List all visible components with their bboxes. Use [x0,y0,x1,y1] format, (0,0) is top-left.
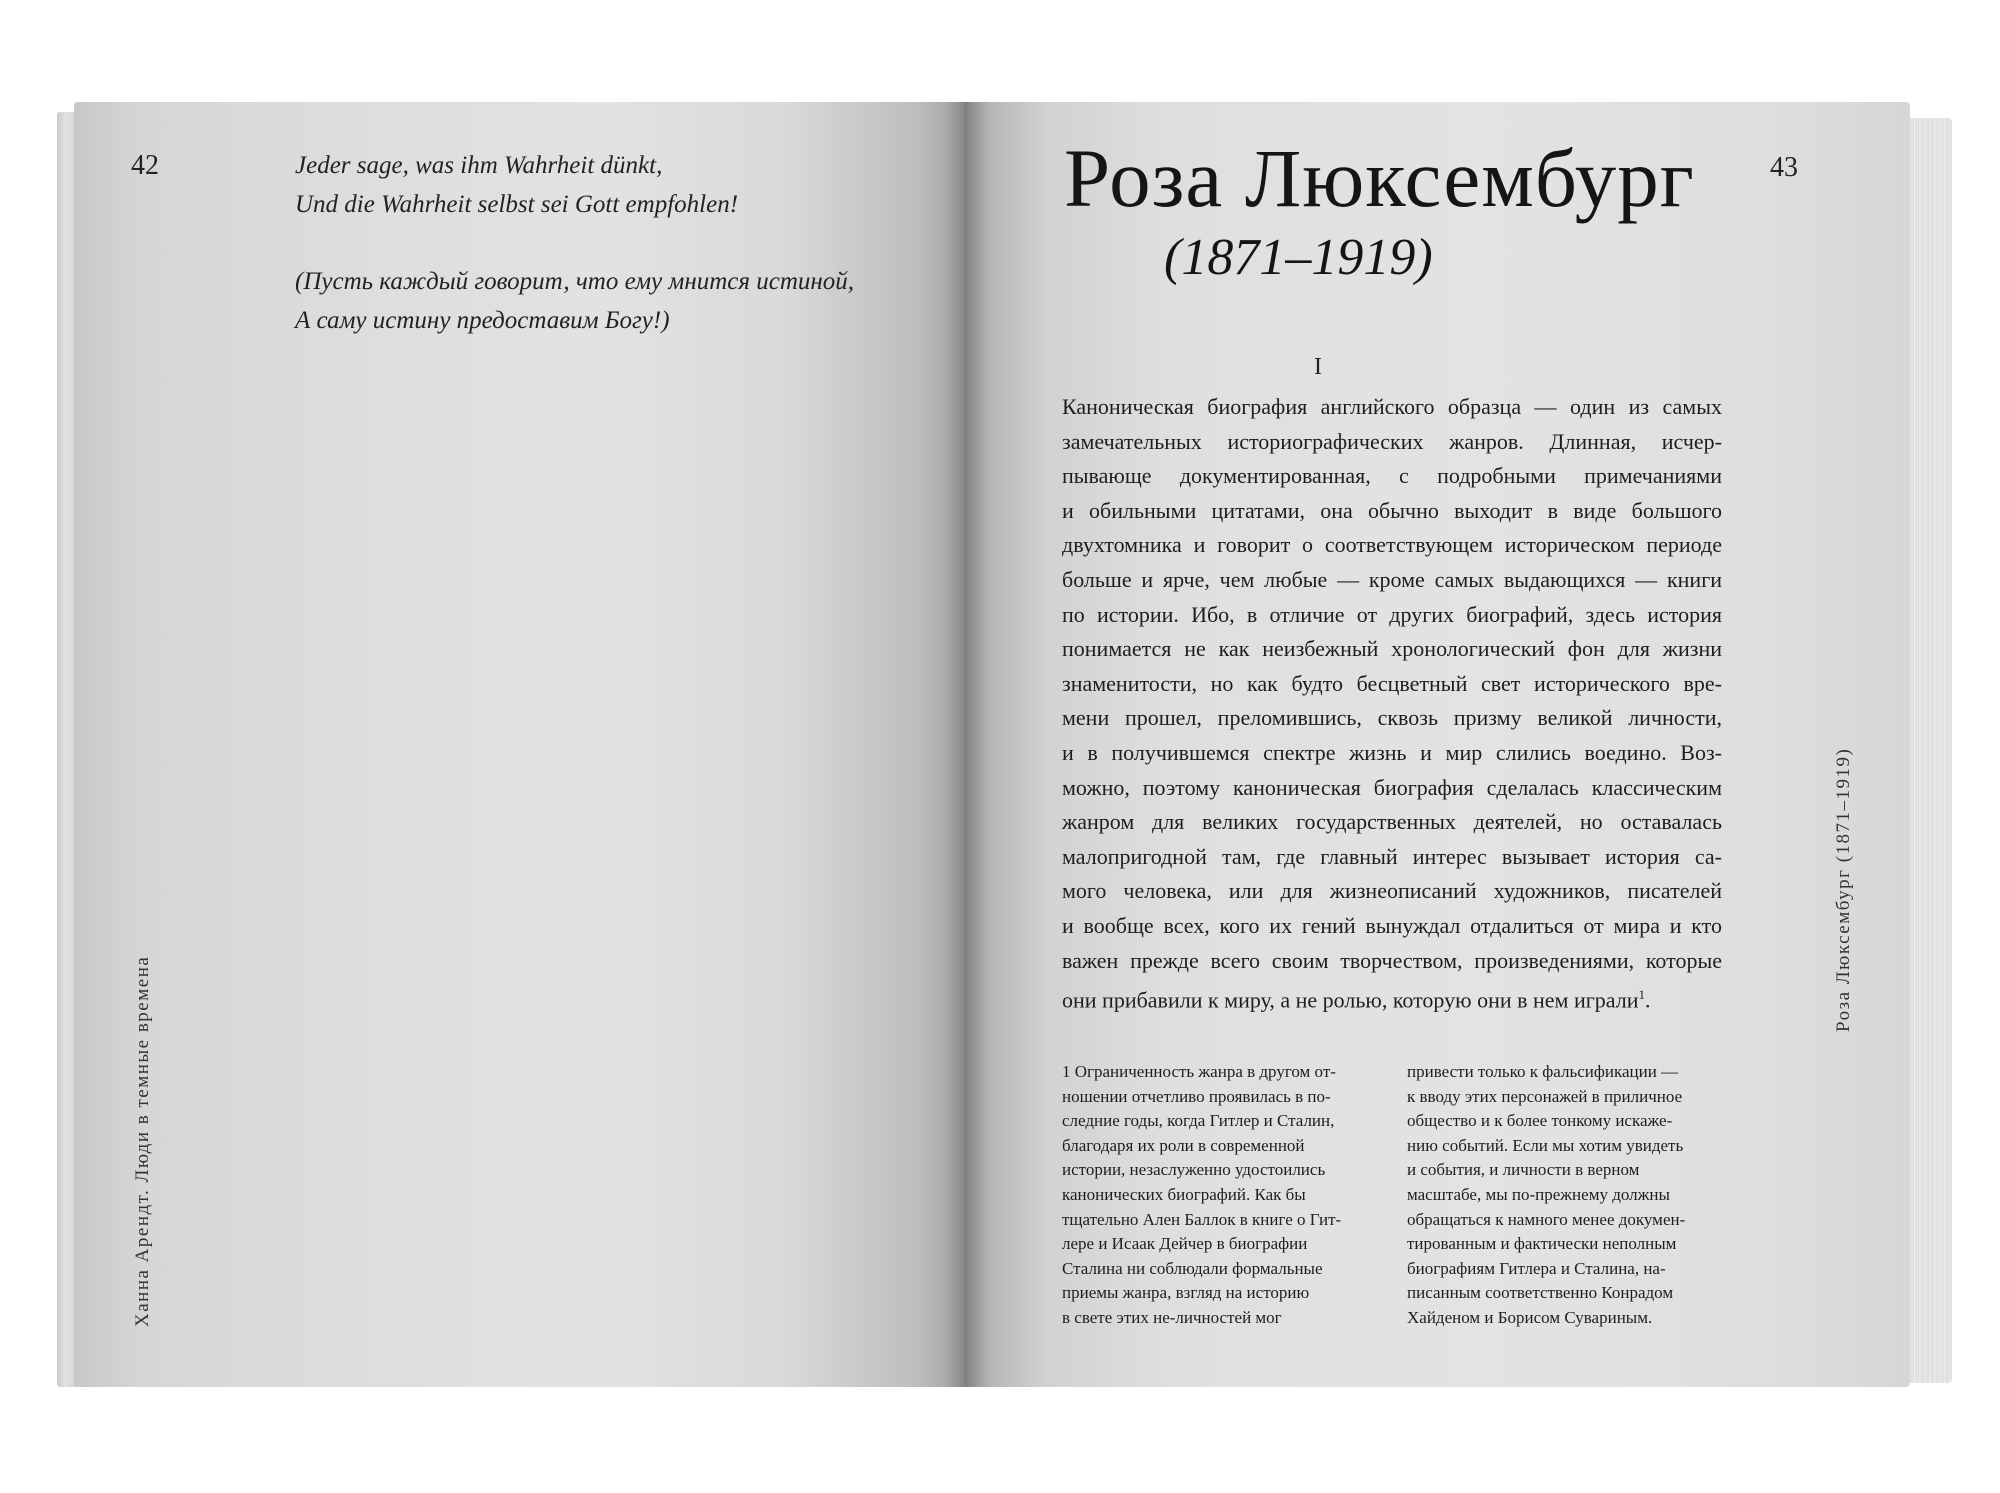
footnote-line: писанным соответственно Конрадом [1407,1283,1674,1303]
page-number-right: 43 [1770,152,1798,183]
body-line: замечательных историографических жанров. Длинная, исчер- [1062,428,1722,454]
footnote-line: Хайденом и Борисом Сувариным. [1407,1307,1653,1327]
footnote-line: к вводу этих персонажей в приличное [1407,1086,1683,1106]
footnote-line: истории, незаслуженно удостоились [1062,1160,1326,1180]
body-paragraph [1062,390,1722,1018]
body-line: мени прошел, преломившись, сквозь призму великой личности, [1062,705,1722,731]
epigraph [295,146,935,340]
footnote-line: канонических биографий. Как бы [1062,1184,1306,1204]
footnote-line: в свете этих не-личностей мог [1062,1307,1282,1327]
running-head-left: Ханна Арендт. Люди в темные времена [132,955,153,1327]
footnote-line: нию событий. Если мы хотим увидеть [1407,1135,1684,1155]
body-line: жанром для великих государственных деятелей, но оставалась [1062,809,1722,835]
body-line: мого человека, или для жизнеописаний художников, писателей [1062,878,1722,904]
epigraph-line: Jeder sage, was ihm Wahrheit dünkt, [295,152,663,179]
body-line: и в получившемся спектре жизнь и мир слились воедино. Воз- [1062,739,1722,765]
body-line: понимается не как неизбежный хронологический фон для жизни [1062,636,1722,662]
footnote-line: следние годы, когда Гитлер и Сталин, [1062,1111,1335,1131]
body-line: важен прежде всего своим творчеством, произведениями, которые [1062,947,1722,973]
chapter-title: Роза Люксембург [1064,132,1695,224]
footnote-line: лере и Исаак Дейчер в биографии [1062,1234,1308,1254]
epigraph-translation-line: (Пусть каждый говорит, что ему мнится истиной, [295,268,855,295]
body-line: и вообще всех, кого их гений вынуждал отдалиться от мира и кто [1062,912,1722,938]
footnote-line: тированным и фактически неполным [1407,1234,1677,1254]
body-line: пывающе документированная, с подробными примечаниями [1062,463,1722,489]
body-line-last: они прибавили к миру, а не ролью, которую они в нем играли$^1$. [1062,987,1651,1013]
body-line: двухтомника и говорит о соответствующем историческом периоде [1062,532,1722,558]
body-line-text: они прибавили к миру, а не ролью, которую они в нем играли [1062,987,1639,1013]
footnote-line: биографиям Гитлера и Сталина, на- [1407,1258,1666,1278]
running-head-right: Роза Люксембург (1871–1919) [1833,747,1854,1032]
footnote-line: благодаря их роли в современной [1062,1135,1305,1155]
right-page-block-edge [1908,118,1952,1383]
footnote-line: общество и к более тонкому искаже- [1407,1111,1673,1131]
body-line: по истории. Ибо, в отличие от других биографий, здесь история [1062,601,1722,627]
footnote-column-1 [1062,1060,1380,1331]
footnote-column-2 [1407,1060,1725,1331]
footnote-line: обращаться к намного менее докумен- [1407,1209,1686,1229]
epigraph-translation-line: А саму истину предоставим Богу!) [295,307,670,334]
body-line: Каноническая биография английского образца — один из самых [1062,394,1722,419]
body-line: малопригодной там, где главный интерес вызывает история са- [1062,843,1722,869]
right-page [964,102,1910,1387]
footnote-line: тщательно Ален Баллок в книге о Гит- [1062,1209,1342,1229]
footnote-line: Сталина ни соблюдали формальные [1062,1258,1323,1278]
footnote-line: и события, и личности в верном [1407,1160,1640,1180]
footnote-line: приемы жанра, взгляд на историю [1062,1283,1310,1303]
body-line: можно, поэтому каноническая биография сделалась классическим [1062,774,1722,800]
body-line: и обильными цитатами, она обычно выходит в виде большого [1062,497,1722,523]
footnote-line: 1 Ограниченность жанра в другом от- [1062,1062,1336,1081]
left-page [74,102,964,1387]
section-numeral: I [1314,354,1322,380]
body-line: знаменитости, но как будто бесцветный свет исторического вре- [1062,670,1722,696]
footnote-line: ношении отчетливо проявилась в по- [1062,1086,1331,1106]
page-number-left: 42 [131,150,159,181]
body-line: больше и ярче, чем любые — кроме самых выдающихся — книги [1062,566,1722,592]
footnote-reference: 1 [1638,987,1645,1003]
epigraph-line: Und die Wahrheit selbst sei Gott empfohlen! [295,191,739,218]
book-spine-shadow [944,102,984,1387]
footnote-line: привести только к фальсификации — [1407,1062,1679,1081]
footnote-line: масштабе, мы по-прежнему должны [1407,1184,1670,1204]
chapter-dates: (1871–1919) [1164,229,1433,286]
